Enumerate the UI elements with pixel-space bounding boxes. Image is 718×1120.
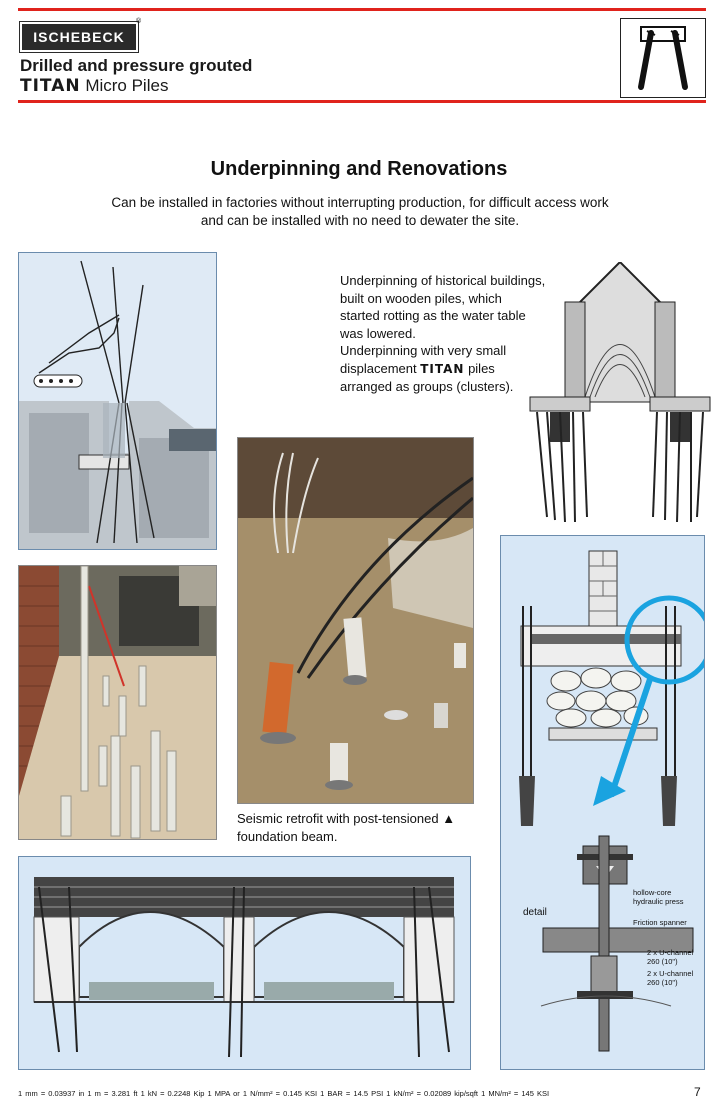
unit-conversions: 1 mm = 0.03937 in 1 m = 3.281 ft 1 kN = 0.2248 Kip 1 MPA or 1 N/mm² = 0.145 KSI 1 BAR = 14.5 PSI 1 kN/m² = 0.02089 kip/sqft 1 MN/m² = 145 KSI	[18, 1089, 550, 1098]
press-label-line-1: hollow-core	[633, 888, 672, 897]
factory-site-photo	[18, 565, 217, 840]
intro-line-2: and can be installed with no need to dewater the site.	[200, 213, 520, 228]
note-line-4: was lowered.	[340, 325, 416, 341]
detail-label: detail	[523, 907, 547, 918]
uchannel-b-line-2: 260 (10")	[647, 978, 678, 987]
note-line-5: Underpinning with very small	[340, 343, 507, 358]
arch-bridge-diagram	[18, 856, 471, 1070]
seismic-retrofit-photo	[237, 437, 474, 804]
cathedral-underpinning-diagram	[525, 262, 715, 527]
header-line-2-rest: Micro Piles	[80, 76, 169, 95]
note-line-1: Underpinning of historical buildings,	[340, 273, 546, 288]
header-line-2	[20, 76, 168, 96]
foundation-detail-diagram	[500, 535, 705, 1070]
note-line-6-pre: displacement	[340, 360, 421, 376]
section-title: Underpinning and Renovations	[210, 158, 508, 180]
ischebeck-logo: ISCHEBECK	[20, 22, 138, 52]
caption-line-2: foundation beam.	[237, 829, 338, 844]
press-label	[633, 888, 683, 906]
pile-anchor-icon	[620, 18, 706, 98]
header-line-1: Drilled and pressure grouted	[20, 56, 253, 75]
triangle-icon: ▲	[442, 811, 456, 826]
section-intro	[90, 194, 630, 230]
note-line-2: built on wooden piles, which	[340, 290, 502, 306]
seismic-caption	[237, 810, 477, 846]
titan-brand: TITAN	[20, 76, 81, 96]
registered-mark: ®	[136, 18, 142, 25]
caption-line-1	[237, 810, 477, 828]
uchannel-a-line-2: 260 (10")	[647, 957, 678, 966]
note-line-7: arranged as groups (clusters).	[340, 379, 514, 394]
page-number: 7	[694, 1085, 701, 1099]
top-red-rule	[18, 8, 706, 11]
uchannel-label-a	[647, 948, 693, 966]
uchannel-b-line-1: 2 x U-channel	[647, 969, 694, 978]
intro-line-1: Can be installed in factories without interrupting production, for difficult access work	[111, 195, 609, 210]
note-line-3: started rotting as the water table	[340, 308, 526, 323]
note-line-6-post: piles	[464, 360, 495, 376]
spanner-label: Friction spanner	[633, 918, 687, 927]
caption-line-1-text: Seismic retrofit with post-tensioned	[237, 811, 439, 826]
press-label-line-2: hydraulic press	[633, 897, 684, 906]
header-red-rule	[18, 100, 706, 103]
drilling-rig-diagram	[18, 252, 217, 550]
titan-brand-inline: TITAN	[420, 361, 465, 376]
uchannel-a-line-1: 2 x U-channel	[647, 948, 694, 957]
uchannel-label-b	[647, 969, 693, 987]
